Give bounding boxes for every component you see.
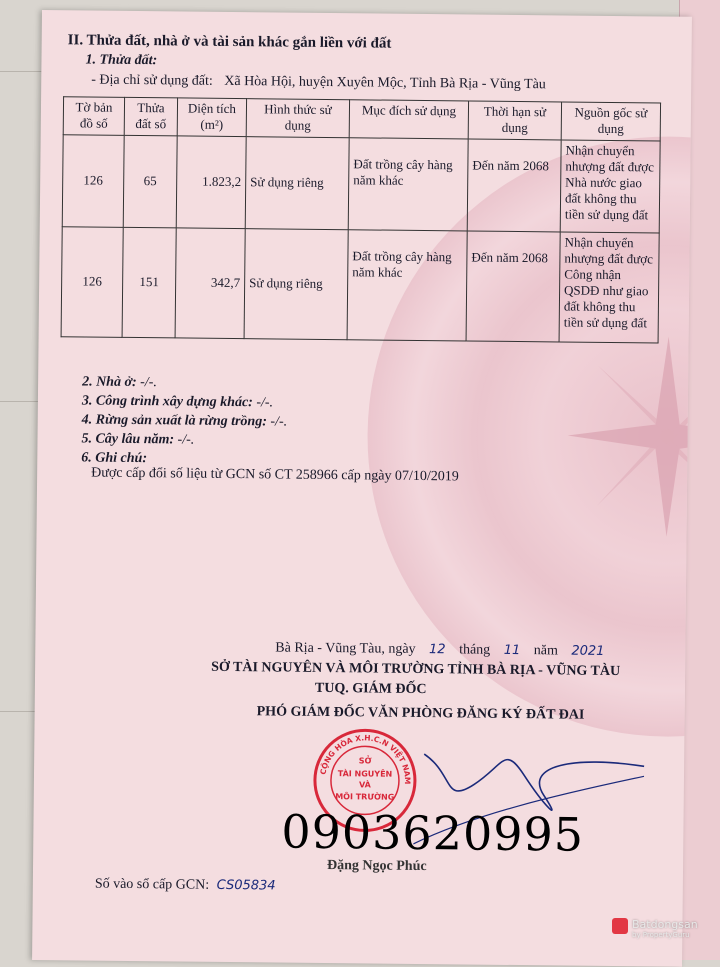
item-other-construction bbox=[82, 393, 273, 411]
col-header: Mục đích sử dụng bbox=[349, 100, 468, 139]
cell-term: Đến năm 2068 bbox=[466, 230, 560, 341]
section-title: II. Thửa đất, nhà ở và tài sản khác gắn liền với đất bbox=[67, 32, 392, 52]
month-label: tháng bbox=[459, 642, 491, 658]
seal-outer-text: CỘNG HÒA X.H.C.N VIỆT NAM bbox=[318, 733, 412, 785]
cell-use-form: Sử dụng riêng bbox=[244, 228, 348, 339]
item-value: -/-. bbox=[177, 432, 195, 448]
registry-label: Số vào sổ cấp GCN: bbox=[94, 876, 210, 893]
address-label: - Địa chỉ sử dụng đất: bbox=[91, 72, 213, 89]
year-value: 2021 bbox=[571, 643, 605, 659]
phone-overlay: 0903620995 bbox=[281, 804, 585, 862]
cell-use-form: Sử dụng riêng bbox=[245, 136, 349, 229]
day-value: 12 bbox=[428, 642, 446, 658]
batdongsan-logo-icon bbox=[612, 918, 628, 934]
col-header: Tờ bản đồ số bbox=[63, 97, 124, 135]
cell-area: 342,7 bbox=[175, 227, 245, 338]
item-planted-forest bbox=[82, 412, 288, 430]
watermark-brand: Batdongsan bbox=[632, 918, 698, 931]
signer-title: PHÓ GIÁM ĐỐC VĂN PHÒNG ĐĂNG KÝ ĐẤT ĐAI bbox=[256, 704, 585, 723]
drum-star-icon bbox=[567, 336, 692, 538]
table-header-row bbox=[63, 97, 660, 141]
certificate-page bbox=[32, 10, 692, 967]
seal-line: MÔI TRƯỜNG bbox=[335, 792, 395, 802]
item-value: -/-. bbox=[256, 395, 274, 411]
col-header: Thời hạn sử dụng bbox=[468, 101, 561, 139]
cell-parcel-no: 151 bbox=[122, 227, 176, 338]
cell-origin: Nhận chuyển nhượng đất được Công nhận QSDĐ như giao đất không thu tiền sử dụng đất bbox=[559, 231, 659, 342]
note-text: Được cấp đổi số liệu từ GCN số CT 258966 cấp ngày 07/10/2019 bbox=[91, 465, 459, 485]
cell-term: Đến năm 2068 bbox=[467, 138, 561, 231]
cell-map-sheet: 126 bbox=[61, 226, 123, 337]
parcel-table bbox=[61, 96, 661, 343]
address-value: Xã Hòa Hội, huyện Xuyên Mộc, Tỉnh Bà Rịa - Vũng Tàu bbox=[224, 73, 546, 93]
table-row bbox=[62, 134, 660, 232]
item-house bbox=[82, 374, 157, 391]
seal-line: SỞ bbox=[358, 756, 372, 766]
table-row bbox=[61, 226, 659, 342]
registry-value: CS05834 bbox=[216, 877, 276, 894]
col-header: Nguồn gốc sử dụng bbox=[561, 102, 660, 141]
signer-name: Đặng Ngọc Phúc bbox=[326, 858, 427, 875]
cell-parcel-no: 65 bbox=[123, 135, 177, 228]
seal-line: TÀI NGUYÊN bbox=[337, 769, 393, 779]
cell-purpose: Đất trồng cây hàng năm khác bbox=[348, 137, 468, 230]
seal-line: VÀ bbox=[358, 780, 371, 790]
land-heading: 1. Thửa đất: bbox=[85, 52, 158, 69]
registry-line bbox=[95, 877, 276, 895]
col-header: Thửa đất số bbox=[124, 97, 177, 135]
item-value: -/-. bbox=[140, 375, 157, 391]
item-label: 5. Cây lâu năm: bbox=[81, 431, 175, 448]
item-perennial-trees bbox=[81, 431, 194, 448]
col-header: Diện tích (m²) bbox=[177, 98, 246, 136]
cell-area: 1.823,2 bbox=[176, 135, 246, 228]
on-behalf-line: TUQ. GIÁM ĐỐC bbox=[314, 680, 427, 698]
cell-map-sheet: 126 bbox=[62, 134, 124, 227]
item-label: 2. Nhà ở: bbox=[82, 374, 137, 391]
col-header: Hình thức sử dụng bbox=[246, 99, 349, 138]
item-label: 3. Công trình xây dựng khác: bbox=[81, 393, 253, 411]
item-label: 6. Ghi chú: bbox=[81, 450, 148, 467]
item-value: -/-. bbox=[270, 414, 288, 430]
watermark bbox=[632, 918, 698, 939]
item-label: 4. Rừng sản xuất là rừng trồng: bbox=[81, 412, 268, 430]
agency-name: SỞ TÀI NGUYÊN VÀ MÔI TRƯỜNG TỈNH BÀ RỊA - VŨNG TÀU bbox=[211, 659, 621, 680]
year-label: năm bbox=[533, 643, 558, 659]
month-value: 11 bbox=[503, 642, 521, 659]
place-prefix: Bà Rịa - Vũng Tàu, ngày bbox=[275, 640, 416, 657]
watermark-sub: by PropertyGuru bbox=[632, 931, 690, 939]
cell-purpose: Đất trồng cây hàng năm khác bbox=[347, 229, 467, 340]
issue-date-line bbox=[275, 640, 604, 659]
land-address bbox=[91, 73, 546, 94]
cell-origin: Nhận chuyển nhượng đất được Nhà nước giao đất không thu tiền sử dụng đất bbox=[560, 139, 660, 232]
